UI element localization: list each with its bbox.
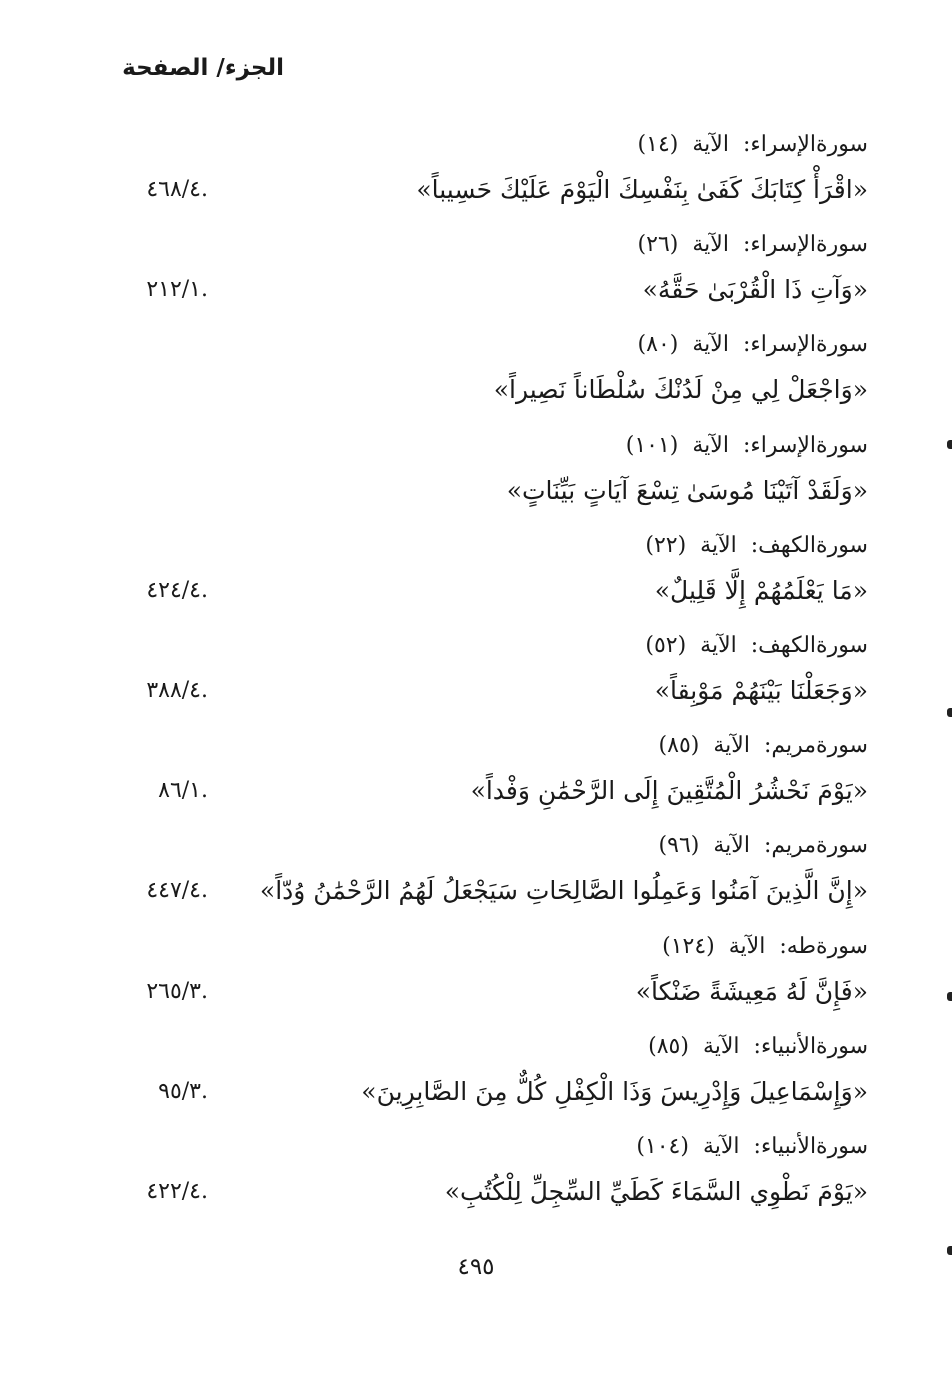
ayah-label: الآية — [700, 632, 737, 658]
page-number: ٤٩٥ — [457, 1254, 495, 1280]
ayah-label: الآية — [692, 432, 729, 458]
ayah-number: (٢٢) — [645, 532, 687, 558]
list-item — [0, 1130, 952, 1230]
surah-ayah-line — [626, 429, 868, 463]
list-item — [0, 629, 952, 729]
verse-index-list — [0, 128, 952, 1230]
volume-page-ref: .٢١٢/١ — [146, 277, 208, 303]
scan-edge-mark — [947, 708, 952, 717]
ayah-label: الآية — [692, 232, 729, 258]
volume-page-ref: .٤٢٤/٤ — [146, 577, 208, 603]
list-item — [0, 328, 952, 428]
list-item — [0, 228, 952, 328]
surah-ayah-line — [659, 829, 868, 863]
ayah-number: (٨٠) — [637, 332, 679, 358]
surah-name: سورةالأنبياء: — [753, 1033, 868, 1059]
verse-text: «مَا يَعْلَمُهُمْ إِلَّا قَلِيلٌ» — [654, 575, 868, 605]
list-item — [0, 729, 952, 829]
surah-ayah-line — [645, 529, 868, 563]
ayah-label: الآية — [713, 833, 750, 859]
ayah-label: الآية — [728, 933, 766, 959]
ayah-number: (٢٦) — [637, 232, 679, 258]
surah-ayah-line — [662, 930, 868, 964]
list-item — [0, 930, 952, 1030]
ayah-label: الآية — [700, 532, 737, 558]
scan-edge-mark — [947, 992, 952, 1001]
surah-ayah-line — [659, 729, 868, 763]
list-item — [0, 1030, 952, 1130]
volume-page-ref: .٤٤٧/٤ — [146, 878, 208, 904]
ayah-number: (١٠١) — [625, 432, 679, 458]
ayah-number: (٩٦) — [658, 833, 700, 859]
surah-name: سورةالإسراء: — [742, 332, 868, 358]
volume-page-ref: .٩٥/٣ — [158, 1078, 208, 1104]
ayah-number: (٨٥) — [648, 1033, 689, 1059]
ayah-number: (٨٥) — [658, 733, 700, 759]
scan-edge-mark — [947, 1246, 952, 1255]
verse-text: «وَجَعَلْنَا بَيْنَهُمْ مَوْبِقاً» — [654, 675, 868, 705]
surah-ayah-line — [636, 1130, 868, 1164]
volume-page-ref: .٨٦/١ — [158, 778, 208, 804]
list-item — [0, 429, 952, 529]
surah-name: سورةمريم: — [763, 733, 868, 759]
list-item — [0, 529, 952, 629]
ayah-number: (١٠٤) — [636, 1133, 689, 1159]
volume-page-ref: .٤٢٢/٤ — [146, 1178, 208, 1204]
ayah-number: (١٤) — [637, 132, 679, 157]
scan-edge-mark — [947, 440, 952, 449]
ayah-label: الآية — [702, 1033, 740, 1059]
ayah-label: الآية — [702, 1133, 740, 1159]
verse-text: «وَلَقَدْ آتَيْنَا مُوسَىٰ تِسْعَ آيَاتٍ بَيِّنَاتٍ» — [506, 475, 868, 505]
ayah-label: الآية — [713, 733, 750, 759]
surah-ayah-line — [648, 1030, 868, 1064]
surah-name: سورةمريم: — [763, 833, 868, 859]
ayah-number: (٥٢) — [645, 632, 687, 658]
surah-ayah-line — [638, 328, 868, 362]
surah-ayah-line — [638, 228, 868, 262]
surah-name: سورةالأنبياء: — [753, 1133, 868, 1159]
verse-text: «اقْرَأْ كِتَابَكَ كَفَىٰ بِنَفْسِكَ الْيَوْمَ عَلَيْكَ حَسِيباً» — [416, 175, 868, 204]
surah-name: سورةالكهف: — [750, 532, 868, 558]
surah-ayah-line — [638, 128, 868, 162]
verse-text: «وَآتِ ذَا الْقُرْبَىٰ حَقَّهُ» — [642, 275, 868, 305]
verse-text: «وَاجْعَلْ لِي مِنْ لَدُنْكَ سُلْطَاناً نَصِيراً» — [493, 375, 868, 405]
surah-ayah-line — [645, 629, 868, 663]
ayah-number: (١٢٤) — [662, 933, 715, 959]
page-header: الجزء/ الصفحة — [122, 55, 284, 81]
verse-text: «يَوْمَ نَحْشُرُ الْمُتَّقِينَ إِلَى الرَّحْمَٰنِ وَفْداً» — [470, 776, 868, 806]
ayah-label: الآية — [692, 332, 729, 358]
verse-text: «فَإِنَّ لَهُ مَعِيشَةً ضَنْكاً» — [635, 976, 868, 1006]
verse-text: «إِنَّ الَّذِينَ آمَنُوا وَعَمِلُوا الصَّالِحَاتِ سَيَجْعَلُ لَهُمُ الرَّحْمَٰنُ وُدّاً» — [259, 876, 868, 906]
surah-name: سورةالإسراء: — [742, 132, 868, 157]
volume-page-ref: .٢٦٥/٣ — [146, 978, 208, 1004]
surah-name: سورةالإسراء: — [742, 232, 868, 258]
list-item — [0, 128, 952, 228]
list-item — [0, 829, 952, 929]
ayah-label: الآية — [692, 132, 729, 157]
verse-text: «وَإِسْمَاعِيلَ وَإِدْرِيسَ وَذَا الْكِفْلِ كُلٌّ مِنَ الصَّابِرِينَ» — [361, 1076, 868, 1106]
verse-text: «يَوْمَ نَطْوِي السَّمَاءَ كَطَيِّ السِّجِلِّ لِلْكُتُبِ» — [444, 1176, 868, 1206]
surah-name: سورةالكهف: — [750, 632, 868, 658]
volume-page-ref: .٣٨٨/٤ — [146, 677, 208, 703]
surah-name: سورةالإسراء: — [742, 432, 868, 458]
volume-page-ref: .٤٦٨/٤ — [146, 177, 208, 202]
surah-name: سورةطه: — [779, 933, 868, 959]
